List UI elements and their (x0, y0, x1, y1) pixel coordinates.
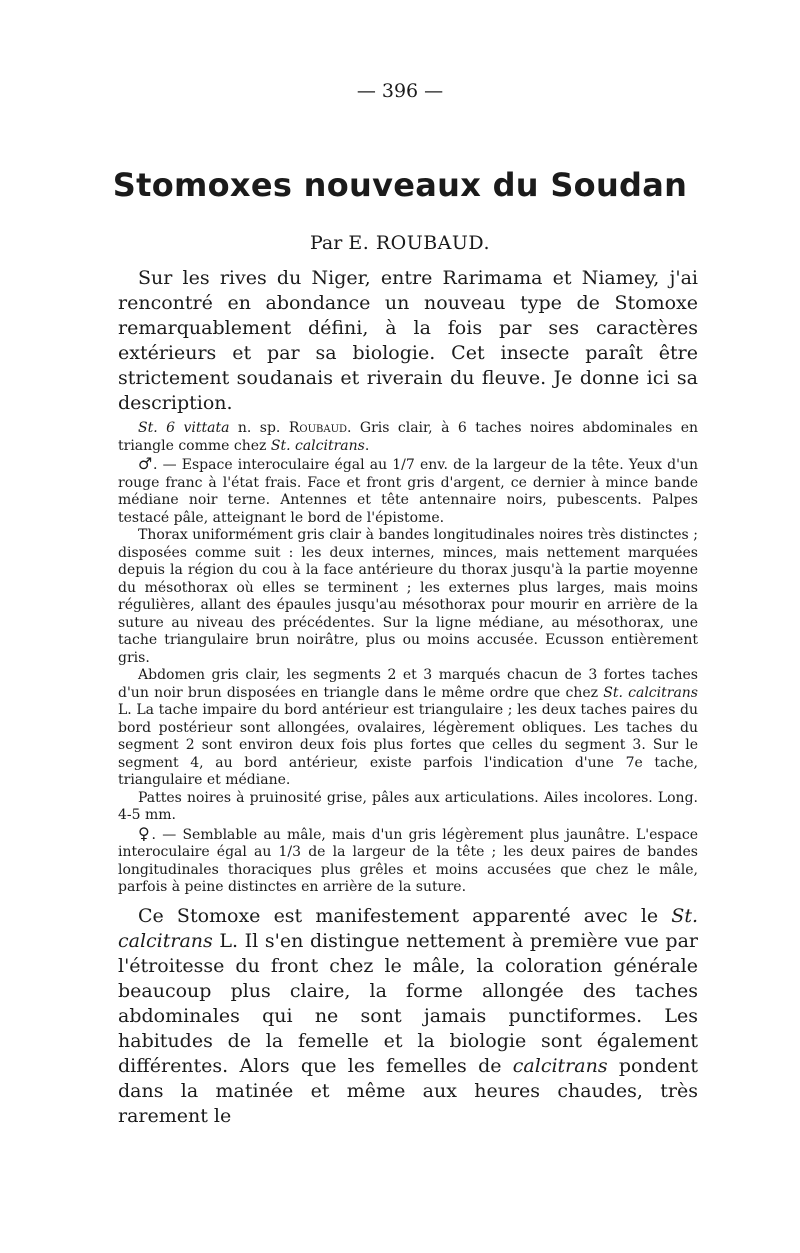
abdomen-text-2: L. La tache impaire du bord antérieur est triangulaire ; les deux taches paires du bord postérieur sont allongées, ovalaires, légèrement obliques. Les taches du segment 2 sont environ deux fois plus fortes que celles du segment 3. Sur le segment 4, au bord antérieur, existe parfois l'indication d'une 7e tache, triangulaire et médiane. (118, 702, 698, 788)
closing-text-1: Ce Stomoxe est manifestement apparenté avec le (138, 905, 672, 927)
closing-paragraph (118, 904, 698, 1129)
legs-paragraph: Pattes noires à pruinosité grise, pâles aux articulations. Ailes incolores. Long. 4-5 mm. (118, 789, 698, 823)
closing-text-2: L. Il s'en distingue nettement à première vue par l'étroitesse du front chez le mâle, la coloration générale beaucoup plus claire, la forme allongée des taches abdominales qui ne sont jamais punctiformes. Les habitudes de la femelle et la biologie sont également différentes. Alors que les femelles de (118, 930, 698, 1077)
species-name: St. 6 vittata (138, 420, 230, 436)
male-paragraph (118, 455, 698, 527)
description-block (118, 420, 698, 897)
closing-ref-1: St. calcitrans (118, 905, 698, 952)
species-ref: St. calcitrans (270, 437, 365, 454)
closing-ref-2: calcitrans (512, 1055, 608, 1077)
species-text-2: . Gris clair, à 6 taches noires abdominales en triangle comme chez (118, 420, 698, 454)
abdomen-ref: St. calcitrans (603, 684, 698, 701)
abdomen-paragraph (118, 667, 698, 790)
author-name: E. ROUBAUD. (348, 232, 491, 254)
intro-paragraph: Sur les rives du Niger, entre Rarimama et Niamey, j'ai rencontré en abondance un nouveau type de Stomoxe remarquablement défini, à la fois par ses caractères extérieurs et par sa biologie. Cet insecte paraît être strictement soudanais et riverain du fleuve. Je donne ici sa description. (118, 267, 698, 414)
author-line (0, 232, 800, 254)
female-paragraph (118, 825, 698, 897)
author-prefix: Par (309, 232, 343, 254)
species-text-1: n. sp. (229, 420, 289, 436)
male-symbol-icon: ♂ (138, 454, 154, 473)
female-symbol-icon: ♀ (138, 823, 152, 843)
male-text: . — Espace interoculaire égal au 1/7 env. de la largeur de la tête. Yeux d'un rouge franc à l'état frais. Face et front gris d'argent, ce dernier à mince bande médiane noir terne. Antennes et tête antennaire noirs, pubescents. Palpes testacé pâle, atteignant le bord de l'épistome. (118, 457, 699, 526)
article-title: Stomoxes nouveaux du Soudan (112, 166, 688, 204)
closing-text-3: pondent dans la matinée et même aux heures chaudes, très rarement le (118, 1055, 698, 1127)
female-text: . — Semblable au mâle, mais d'un gris légèrement plus jaunâtre. L'espace interoculaire égal au 1/3 de la largeur de la tête ; les deux paires de bandes longitudinales thoraciques plus grêles et moins accusées que chez le mâle, parfois à peine distinctes en arrière de la suture. (118, 826, 698, 895)
species-author: Roubaud (288, 420, 348, 436)
species-paragraph (118, 420, 698, 455)
species-text-3: . (364, 437, 370, 454)
abdomen-text-1: Abdomen gris clair, les segments 2 et 3 marqués chacun de 3 fortes taches d'un noir brun disposées en triangle dans le même ordre que chez (118, 667, 698, 701)
page-number: — 396 — (356, 80, 444, 102)
thorax-paragraph: Thorax uniformément gris clair à bandes longitudinales noires très distinctes ; disposées comme suit : les deux internes, minces, mais nettement marquées depuis la région du cou à la face antérieure du thorax jusqu'à la partie moyenne du mésothorax où elles se terminent ; les externes plus larges, mais moins régulières, allant des épaules jusqu'au mésothorax pour mourir en arrière de la suture au niveau des précédentes. Sur la ligne médiane, au mésothorax, une tache triangulaire brun noirâtre, plus ou moins accusée. Ecusson entièrement gris. (118, 527, 698, 666)
